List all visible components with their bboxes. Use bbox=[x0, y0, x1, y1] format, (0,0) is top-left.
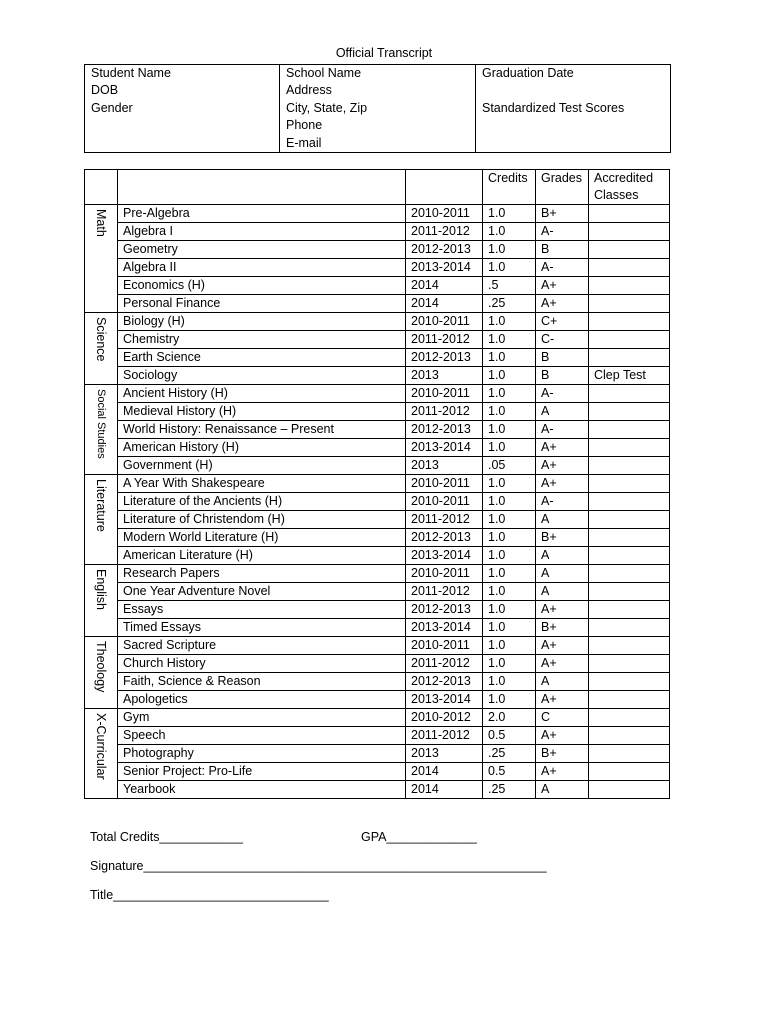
spacer-line bbox=[482, 82, 670, 99]
course-credits: 1.0 bbox=[483, 529, 536, 547]
table-row bbox=[85, 439, 670, 457]
course-credits: 1.0 bbox=[483, 691, 536, 709]
table-row bbox=[85, 277, 670, 295]
course-credits: 1.0 bbox=[483, 385, 536, 403]
course-grade: A- bbox=[536, 259, 589, 277]
course-credits: 1.0 bbox=[483, 547, 536, 565]
course-name: Algebra II bbox=[118, 259, 406, 277]
course-year: 2014 bbox=[406, 277, 483, 295]
table-row bbox=[85, 601, 670, 619]
course-credits: .25 bbox=[483, 295, 536, 313]
course-credits: .05 bbox=[483, 457, 536, 475]
course-grade: B bbox=[536, 349, 589, 367]
course-credits: 1.0 bbox=[483, 475, 536, 493]
course-accredited bbox=[589, 349, 670, 367]
course-credits: 1.0 bbox=[483, 259, 536, 277]
category-cell-theology bbox=[85, 637, 118, 709]
course-name: Research Papers bbox=[118, 565, 406, 583]
table-row bbox=[85, 259, 670, 277]
category-cell-science bbox=[85, 313, 118, 385]
course-accredited bbox=[589, 565, 670, 583]
course-accredited bbox=[589, 763, 670, 781]
test-scores-label: Standardized Test Scores bbox=[482, 100, 625, 115]
course-year: 2010-2011 bbox=[406, 493, 483, 511]
course-name: Earth Science bbox=[118, 349, 406, 367]
accredited-header bbox=[589, 170, 670, 205]
category-label: English bbox=[94, 569, 108, 610]
course-grade: A- bbox=[536, 421, 589, 439]
year-header bbox=[406, 170, 483, 205]
table-row bbox=[85, 565, 670, 583]
course-grade: A- bbox=[536, 493, 589, 511]
course-year: 2011-2012 bbox=[406, 655, 483, 673]
table-row bbox=[85, 781, 670, 799]
course-year: 2011-2012 bbox=[406, 331, 483, 349]
course-name: Economics (H) bbox=[118, 277, 406, 295]
course-accredited bbox=[589, 637, 670, 655]
course-year: 2010-2011 bbox=[406, 475, 483, 493]
course-credits: 2.0 bbox=[483, 709, 536, 727]
table-row bbox=[85, 673, 670, 691]
table-row bbox=[85, 511, 670, 529]
table-row bbox=[85, 583, 670, 601]
course-year: 2014 bbox=[406, 295, 483, 313]
title-field: Title_______________________________ bbox=[90, 888, 329, 902]
course-grade: A+ bbox=[536, 727, 589, 745]
course-name: Essays bbox=[118, 601, 406, 619]
course-year: 2013 bbox=[406, 457, 483, 475]
course-year: 2013 bbox=[406, 745, 483, 763]
course-grade: A+ bbox=[536, 295, 589, 313]
course-name: Sacred Scripture bbox=[118, 637, 406, 655]
course-accredited bbox=[589, 457, 670, 475]
course-accredited bbox=[589, 745, 670, 763]
accredited-header-line1: Accredited bbox=[594, 171, 654, 185]
course-accredited bbox=[589, 655, 670, 673]
course-year: 2011-2012 bbox=[406, 727, 483, 745]
course-year: 2010-2012 bbox=[406, 709, 483, 727]
table-row bbox=[85, 709, 670, 727]
course-credits: 1.0 bbox=[483, 367, 536, 385]
course-name: Chemistry bbox=[118, 331, 406, 349]
course-year: 2014 bbox=[406, 781, 483, 799]
table-row bbox=[85, 529, 670, 547]
course-year: 2013-2014 bbox=[406, 691, 483, 709]
course-year: 2012-2013 bbox=[406, 601, 483, 619]
course-year: 2012-2013 bbox=[406, 673, 483, 691]
course-accredited: Clep Test bbox=[589, 367, 670, 385]
phone-label: Phone bbox=[286, 118, 323, 133]
category-cell-english bbox=[85, 565, 118, 637]
course-grade: B+ bbox=[536, 529, 589, 547]
course-grade: A+ bbox=[536, 277, 589, 295]
course-credits: 1.0 bbox=[483, 205, 536, 223]
course-credits: 1.0 bbox=[483, 241, 536, 259]
course-accredited bbox=[589, 277, 670, 295]
course-grade: A bbox=[536, 673, 589, 691]
category-label: X-Curricular bbox=[94, 713, 108, 780]
signature-field: Signature__________________________________________________________ bbox=[90, 859, 547, 873]
course-year: 2012-2013 bbox=[406, 529, 483, 547]
total-credits-field: Total Credits____________ bbox=[90, 830, 243, 844]
course-accredited bbox=[589, 295, 670, 313]
course-name: Biology (H) bbox=[118, 313, 406, 331]
table-row bbox=[85, 295, 670, 313]
graduation-info-cell bbox=[476, 65, 671, 153]
course-year: 2014 bbox=[406, 763, 483, 781]
credits-header: Credits bbox=[483, 170, 536, 205]
course-year: 2010-2011 bbox=[406, 313, 483, 331]
course-credits: 1.0 bbox=[483, 223, 536, 241]
course-name: Literature of Christendom (H) bbox=[118, 511, 406, 529]
course-grade: A+ bbox=[536, 763, 589, 781]
dob-label: DOB bbox=[91, 83, 119, 98]
course-name: Personal Finance bbox=[118, 295, 406, 313]
course-name: Geometry bbox=[118, 241, 406, 259]
course-accredited bbox=[589, 313, 670, 331]
table-row bbox=[85, 223, 670, 241]
course-grade: A bbox=[536, 511, 589, 529]
course-year: 2012-2013 bbox=[406, 241, 483, 259]
course-credits: 1.0 bbox=[483, 601, 536, 619]
course-credits: 1.0 bbox=[483, 619, 536, 637]
course-grade: C+ bbox=[536, 313, 589, 331]
course-year: 2011-2012 bbox=[406, 583, 483, 601]
page-title: Official Transcript bbox=[335, 46, 433, 60]
course-grade: A bbox=[536, 565, 589, 583]
course-name: Senior Project: Pro-Life bbox=[118, 763, 406, 781]
table-row bbox=[85, 331, 670, 349]
course-year: 2013-2014 bbox=[406, 439, 483, 457]
course-year: 2010-2011 bbox=[406, 637, 483, 655]
course-year: 2013 bbox=[406, 367, 483, 385]
table-row bbox=[85, 763, 670, 781]
course-accredited bbox=[589, 511, 670, 529]
course-name: Gym bbox=[118, 709, 406, 727]
course-year: 2013-2014 bbox=[406, 547, 483, 565]
table-row bbox=[85, 691, 670, 709]
course-grade: A bbox=[536, 781, 589, 799]
course-credits: 1.0 bbox=[483, 331, 536, 349]
course-credits: .5 bbox=[483, 277, 536, 295]
course-credits: 1.0 bbox=[483, 637, 536, 655]
course-name: Apologetics bbox=[118, 691, 406, 709]
course-year: 2012-2013 bbox=[406, 421, 483, 439]
table-row bbox=[85, 655, 670, 673]
table-row bbox=[85, 349, 670, 367]
course-name: Literature of the Ancients (H) bbox=[118, 493, 406, 511]
address-label: Address bbox=[286, 83, 332, 98]
course-grade: C bbox=[536, 709, 589, 727]
course-grade: A bbox=[536, 547, 589, 565]
course-accredited bbox=[589, 475, 670, 493]
course-year: 2013-2014 bbox=[406, 259, 483, 277]
category-label: Theology bbox=[94, 641, 108, 693]
course-accredited bbox=[589, 529, 670, 547]
course-grade: B bbox=[536, 241, 589, 259]
course-credits: 1.0 bbox=[483, 493, 536, 511]
table-row bbox=[85, 385, 670, 403]
course-grade: A+ bbox=[536, 475, 589, 493]
course-grade: A- bbox=[536, 223, 589, 241]
course-credits: 1.0 bbox=[483, 403, 536, 421]
table-row bbox=[85, 547, 670, 565]
table-row bbox=[85, 241, 670, 259]
course-accredited bbox=[589, 781, 670, 799]
course-grade: C- bbox=[536, 331, 589, 349]
course-accredited bbox=[589, 673, 670, 691]
course-credits: 1.0 bbox=[483, 313, 536, 331]
table-row bbox=[85, 313, 670, 331]
graduation-date-label: Graduation Date bbox=[482, 66, 574, 80]
course-grade: A+ bbox=[536, 691, 589, 709]
course-credits: 1.0 bbox=[483, 565, 536, 583]
city-state-zip-label: City, State, Zip bbox=[286, 100, 368, 115]
course-year: 2010-2011 bbox=[406, 205, 483, 223]
course-accredited bbox=[589, 691, 670, 709]
category-label: Literature bbox=[94, 479, 108, 532]
table-row bbox=[85, 421, 670, 439]
course-grade: B+ bbox=[536, 619, 589, 637]
course-year: 2010-2011 bbox=[406, 385, 483, 403]
course-grade: B bbox=[536, 367, 589, 385]
course-accredited bbox=[589, 331, 670, 349]
course-credits: .25 bbox=[483, 781, 536, 799]
table-row bbox=[85, 727, 670, 745]
course-credits: 0.5 bbox=[483, 763, 536, 781]
course-credits: 1.0 bbox=[483, 349, 536, 367]
table-row bbox=[85, 475, 670, 493]
course-grade: A+ bbox=[536, 457, 589, 475]
course-name: Medieval History (H) bbox=[118, 403, 406, 421]
course-name: World History: Renaissance – Present bbox=[118, 421, 406, 439]
course-credits: 1.0 bbox=[483, 421, 536, 439]
category-cell-literature bbox=[85, 475, 118, 565]
course-accredited bbox=[589, 259, 670, 277]
course-name: Algebra I bbox=[118, 223, 406, 241]
course-name: Modern World Literature (H) bbox=[118, 529, 406, 547]
table-row bbox=[85, 745, 670, 763]
course-name: One Year Adventure Novel bbox=[118, 583, 406, 601]
table-header-row bbox=[85, 170, 670, 205]
category-label: Science bbox=[94, 317, 108, 362]
course-grade: A- bbox=[536, 385, 589, 403]
course-header bbox=[118, 170, 406, 205]
course-credits: 1.0 bbox=[483, 511, 536, 529]
course-name: Church History bbox=[118, 655, 406, 673]
gender-label: Gender bbox=[91, 100, 133, 115]
course-body bbox=[85, 205, 670, 799]
course-table bbox=[84, 169, 670, 799]
category-cell-social-studies bbox=[85, 385, 118, 475]
course-year: 2012-2013 bbox=[406, 349, 483, 367]
course-name: Timed Essays bbox=[118, 619, 406, 637]
course-name: Speech bbox=[118, 727, 406, 745]
course-accredited bbox=[589, 439, 670, 457]
course-credits: 1.0 bbox=[483, 583, 536, 601]
course-accredited bbox=[589, 223, 670, 241]
course-name: Ancient History (H) bbox=[118, 385, 406, 403]
category-label: Math bbox=[94, 209, 108, 237]
course-accredited bbox=[589, 547, 670, 565]
course-accredited bbox=[589, 727, 670, 745]
student-info-table bbox=[84, 64, 671, 153]
table-row bbox=[85, 637, 670, 655]
gpa-field: GPA_____________ bbox=[361, 830, 477, 844]
course-name: Sociology bbox=[118, 367, 406, 385]
course-year: 2011-2012 bbox=[406, 223, 483, 241]
table-row bbox=[85, 457, 670, 475]
course-grade: A bbox=[536, 403, 589, 421]
course-year: 2010-2011 bbox=[406, 565, 483, 583]
school-info-cell bbox=[280, 65, 476, 153]
course-name: Photography bbox=[118, 745, 406, 763]
category-cell-math bbox=[85, 205, 118, 313]
course-credits: 0.5 bbox=[483, 727, 536, 745]
course-accredited bbox=[589, 205, 670, 223]
course-grade: B+ bbox=[536, 745, 589, 763]
course-name: Pre-Algebra bbox=[118, 205, 406, 223]
course-year: 2011-2012 bbox=[406, 511, 483, 529]
course-name: American Literature (H) bbox=[118, 547, 406, 565]
course-accredited bbox=[589, 385, 670, 403]
course-name: Yearbook bbox=[118, 781, 406, 799]
course-grade: A bbox=[536, 583, 589, 601]
course-credits: .25 bbox=[483, 745, 536, 763]
course-credits: 1.0 bbox=[483, 439, 536, 457]
course-accredited bbox=[589, 601, 670, 619]
school-name-label: School Name bbox=[286, 66, 362, 80]
course-accredited bbox=[589, 619, 670, 637]
grades-header: Grades bbox=[536, 170, 589, 205]
table-row bbox=[85, 493, 670, 511]
course-accredited bbox=[589, 709, 670, 727]
course-accredited bbox=[589, 403, 670, 421]
student-name-label: Student Name bbox=[91, 66, 171, 80]
course-name: American History (H) bbox=[118, 439, 406, 457]
course-credits: 1.0 bbox=[483, 673, 536, 691]
student-info-cell bbox=[85, 65, 280, 153]
email-label: E-mail bbox=[286, 135, 322, 150]
course-grade: A+ bbox=[536, 655, 589, 673]
course-year: 2013-2014 bbox=[406, 619, 483, 637]
course-grade: B+ bbox=[536, 205, 589, 223]
table-row bbox=[85, 367, 670, 385]
course-accredited bbox=[589, 583, 670, 601]
accredited-header-line2: Classes bbox=[594, 188, 639, 202]
course-year: 2011-2012 bbox=[406, 403, 483, 421]
course-accredited bbox=[589, 493, 670, 511]
course-grade: A+ bbox=[536, 637, 589, 655]
course-credits: 1.0 bbox=[483, 655, 536, 673]
table-row bbox=[85, 205, 670, 223]
course-name: Faith, Science & Reason bbox=[118, 673, 406, 691]
course-accredited bbox=[589, 241, 670, 259]
category-label: Social Studies bbox=[95, 389, 107, 459]
course-accredited bbox=[589, 421, 670, 439]
course-name: A Year With Shakespeare bbox=[118, 475, 406, 493]
table-row bbox=[85, 619, 670, 637]
category-header bbox=[85, 170, 118, 205]
course-name: Government (H) bbox=[118, 457, 406, 475]
category-cell-x-curricular bbox=[85, 709, 118, 799]
course-grade: A+ bbox=[536, 439, 589, 457]
table-row bbox=[85, 403, 670, 421]
course-grade: A+ bbox=[536, 601, 589, 619]
